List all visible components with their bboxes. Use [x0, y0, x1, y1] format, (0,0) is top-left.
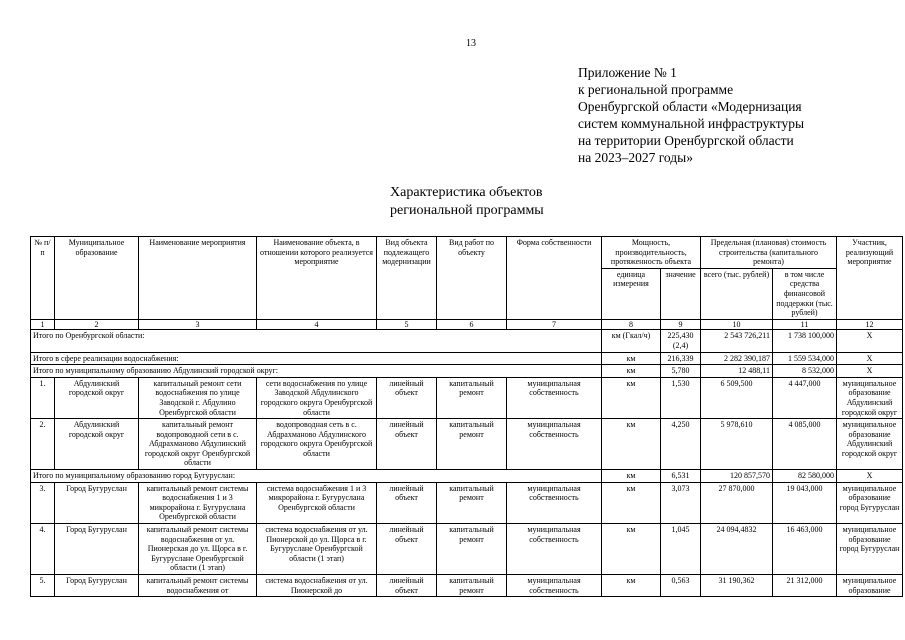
- column-number: 8: [602, 319, 661, 330]
- header-object-name: Наименование объекта, в отношении которого реализуется мероприятие: [257, 237, 377, 320]
- row-ownership: муниципальная собственность: [507, 575, 602, 597]
- header-work-type: Вид работ по объекту: [437, 237, 507, 320]
- table-row: [31, 419, 903, 470]
- row-municipality: Город Бугуруслан: [55, 482, 139, 523]
- column-number: 10: [701, 319, 773, 330]
- total-x: X: [837, 470, 903, 483]
- appendix-line: на 2023–2027 годы»: [578, 150, 693, 165]
- row-measure: капитальный ремонт системы водоснабжения от ул. Пионерская до ул. Щорса в г. Бугуруслане Оренбургской области (1 этап): [139, 524, 257, 575]
- header-no: № п/п: [31, 237, 55, 320]
- header-capacity-value: значение: [661, 268, 701, 319]
- table-row: [31, 482, 903, 523]
- page-number: 13: [466, 38, 476, 49]
- table-row: [31, 524, 903, 575]
- row-measure: капитальный ремонт водопроводной сети в с. Абдрахманово Абдулинский городской округ Оренбургской области: [139, 419, 257, 470]
- row-number: 5.: [31, 575, 55, 597]
- row-unit: км: [602, 482, 661, 523]
- column-number: 2: [55, 319, 139, 330]
- appendix-line: Оренбургской области «Модернизация: [578, 99, 802, 114]
- row-unit: км: [602, 524, 661, 575]
- header-capacity-unit: единица измерения: [602, 268, 661, 319]
- column-number: 9: [661, 319, 701, 330]
- table-row: [31, 377, 903, 418]
- total-unit: км: [602, 365, 661, 378]
- row-cost-total: 6 509,500: [701, 377, 773, 418]
- row-object: сети водоснабжения по улице Заводской Абдулинского городского округа Оренбургской области: [257, 377, 377, 418]
- total-cost: 2 282 390,187: [701, 352, 773, 365]
- row-ownership: муниципальная собственность: [507, 377, 602, 418]
- row-object-type: линейный объект: [377, 377, 437, 418]
- header-participant: Участник, реализующий мероприятие: [837, 237, 903, 320]
- total-x: X: [837, 352, 903, 365]
- row-unit: км: [602, 575, 661, 597]
- row-cost-total: 27 870,000: [701, 482, 773, 523]
- header-municipality: Муниципальное образование: [55, 237, 139, 320]
- column-number: 1: [31, 319, 55, 330]
- total-value: 5,780: [661, 365, 701, 378]
- column-number: 12: [837, 319, 903, 330]
- header-cost-fin: в том числе средства финансовой поддержки (тыс. рублей): [773, 268, 837, 319]
- row-measure: капитальный ремонт системы водоснабжения 1 и 3 микрорайона г. Бугуруслана Оренбургской области: [139, 482, 257, 523]
- total-label: Итого в сфере реализации водоснабжения:: [31, 352, 602, 365]
- row-participant: муниципальное образование город Бугуруслан: [837, 482, 903, 523]
- header-capacity: Мощность, производительность, протяженность объекта: [602, 237, 701, 269]
- row-municipality: Абдулинский городской округ: [55, 377, 139, 418]
- total-row: [31, 330, 903, 352]
- column-number: 11: [773, 319, 837, 330]
- total-x: X: [837, 365, 903, 378]
- title-line: региональной программы: [390, 203, 544, 218]
- row-object: система водоснабжения от ул. Пионерской до ул. Щорса в г. Бугуруслане Оренбургской области (1 этап): [257, 524, 377, 575]
- row-number: 1.: [31, 377, 55, 418]
- row-cost-total: 24 094,4832: [701, 524, 773, 575]
- row-municipality: Город Бугуруслан: [55, 575, 139, 597]
- total-x: X: [837, 330, 903, 352]
- row-object: система водоснабжения 1 и 3 микрорайона г. Бугуруслана Оренбургской области: [257, 482, 377, 523]
- row-object-type: линейный объект: [377, 482, 437, 523]
- total-fin: 82 580,000: [773, 470, 837, 483]
- row-work-type: капитальный ремонт: [437, 482, 507, 523]
- row-work-type: капитальный ремонт: [437, 419, 507, 470]
- appendix-header: [578, 64, 878, 166]
- row-participant: муниципальное образование Абдулинский городской округ: [837, 377, 903, 418]
- row-object-type: линейный объект: [377, 575, 437, 597]
- header-object-type: Вид объекта подлежащего модернизации: [377, 237, 437, 320]
- row-object-type: линейный объект: [377, 419, 437, 470]
- row-number: 2.: [31, 419, 55, 470]
- appendix-line: систем коммунальной инфраструктуры: [578, 116, 805, 131]
- total-unit: км: [602, 352, 661, 365]
- column-number: 7: [507, 319, 602, 330]
- title-line: Характеристика объектов: [390, 185, 543, 200]
- row-participant: муниципальное образование: [837, 575, 903, 597]
- header-cost: Предельная (плановая) стоимость строительства (капитального ремонта): [701, 237, 837, 269]
- column-number: 3: [139, 319, 257, 330]
- header-measure: Наименование мероприятия: [139, 237, 257, 320]
- total-value: 216,339: [661, 352, 701, 365]
- row-value: 1,530: [661, 377, 701, 418]
- row-number: 4.: [31, 524, 55, 575]
- row-measure: капитальный ремонт сети водоснабжения по улице Заводской г. Абдулино Оренбургской области: [139, 377, 257, 418]
- row-object: водопроводная сеть в с. Абдрахманово Абдулинского городского округа Оренбургской области: [257, 419, 377, 470]
- table-row: [31, 575, 903, 597]
- row-unit: км: [602, 419, 661, 470]
- objects-table: [30, 236, 903, 597]
- row-participant: муниципальное образование Абдулинский городской округ: [837, 419, 903, 470]
- row-ownership: муниципальная собственность: [507, 524, 602, 575]
- row-cost-fin: 4 085,000: [773, 419, 837, 470]
- row-object: система водоснабжения от ул. Пионерской до: [257, 575, 377, 597]
- row-ownership: муниципальная собственность: [507, 482, 602, 523]
- appendix-line: на территории Оренбургской области: [578, 133, 794, 148]
- row-work-type: капитальный ремонт: [437, 524, 507, 575]
- row-value: 1,045: [661, 524, 701, 575]
- row-unit: км: [602, 377, 661, 418]
- total-row: [31, 365, 903, 378]
- total-label: Итого по муниципальному образованию Абдулинский городской округ:: [31, 365, 602, 378]
- row-municipality: Абдулинский городской округ: [55, 419, 139, 470]
- row-cost-fin: 19 043,000: [773, 482, 837, 523]
- appendix-line: Приложение № 1: [578, 65, 677, 80]
- column-number: 5: [377, 319, 437, 330]
- row-cost-fin: 16 463,000: [773, 524, 837, 575]
- column-number: 4: [257, 319, 377, 330]
- total-unit: км: [602, 470, 661, 483]
- row-ownership: муниципальная собственность: [507, 419, 602, 470]
- total-cost: 12 488,11: [701, 365, 773, 378]
- header-ownership: Форма собственности: [507, 237, 602, 320]
- total-row: [31, 352, 903, 365]
- column-number: 6: [437, 319, 507, 330]
- row-participant: муниципальное образование город Бугуруслан: [837, 524, 903, 575]
- row-cost-fin: 21 312,000: [773, 575, 837, 597]
- row-cost-fin: 4 447,000: [773, 377, 837, 418]
- row-work-type: капитальный ремонт: [437, 377, 507, 418]
- row-value: 3,073: [661, 482, 701, 523]
- row-municipality: Город Бугуруслан: [55, 524, 139, 575]
- document-title: [390, 184, 544, 220]
- total-cost: 120 857,570: [701, 470, 773, 483]
- row-number: 3.: [31, 482, 55, 523]
- total-fin: 1 738 100,000: [773, 330, 837, 352]
- row-work-type: капитальный ремонт: [437, 575, 507, 597]
- row-value: 4,250: [661, 419, 701, 470]
- appendix-line: к региональной программе: [578, 82, 734, 97]
- total-label: Итого по Оренбургской области:: [31, 330, 602, 352]
- total-fin: 1 559 534,000: [773, 352, 837, 365]
- total-cost: 2 543 726,211: [701, 330, 773, 352]
- total-unit: км (Гкал/ч): [602, 330, 661, 352]
- row-value: 0,563: [661, 575, 701, 597]
- column-number-row: [31, 319, 903, 330]
- total-value: 225,430 (2,4): [661, 330, 701, 352]
- header-cost-total: всего (тыс. рублей): [701, 268, 773, 319]
- row-cost-total: 31 190,362: [701, 575, 773, 597]
- row-cost-total: 5 978,610: [701, 419, 773, 470]
- total-row: [31, 470, 903, 483]
- total-value: 6,531: [661, 470, 701, 483]
- total-label: Итого по муниципальному образованию город Бугуруслан:: [31, 470, 602, 483]
- table-header-row: [31, 237, 903, 269]
- total-fin: 8 532,000: [773, 365, 837, 378]
- row-measure: капитальный ремонт системы водоснабжения от: [139, 575, 257, 597]
- row-object-type: линейный объект: [377, 524, 437, 575]
